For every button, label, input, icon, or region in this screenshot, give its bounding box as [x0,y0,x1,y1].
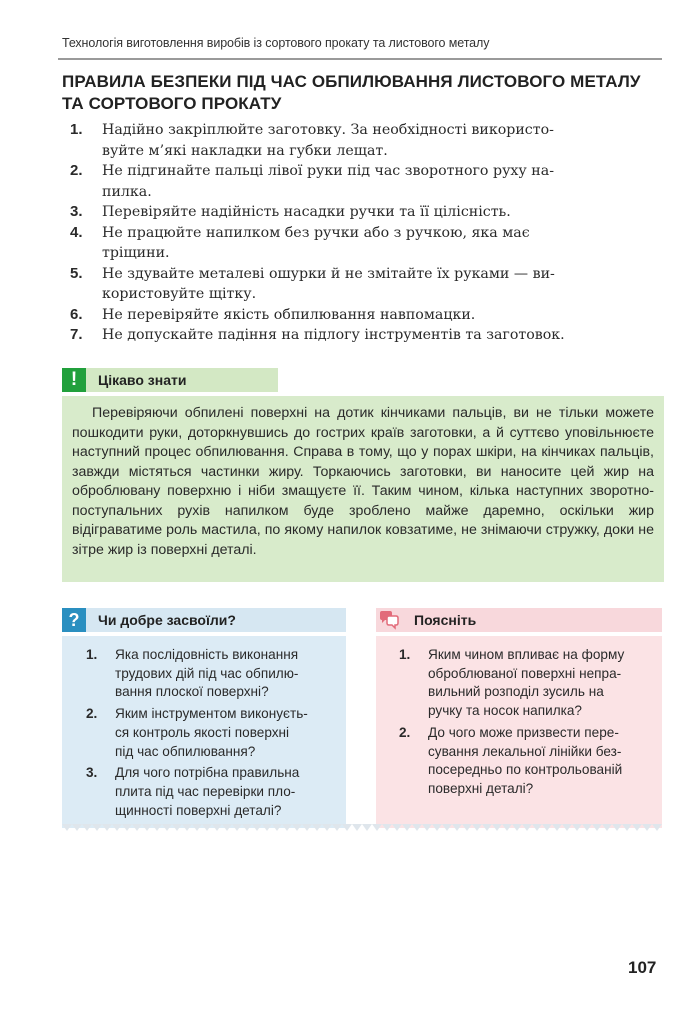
rule-item [62,305,617,326]
explain-list [399,646,655,799]
questions-list [86,646,336,820]
explain-line: поверхні деталі? [428,780,534,796]
section-title: ПРАВИЛА БЕЗПЕКИ ПІД ЧАС ОБПИЛЮВАННЯ ЛИСТОВОГО МЕТАЛУ ТА СОРТОВОГО ПРОКАТУ [62,72,641,113]
question-line: щинності поверхні деталі? [115,802,282,818]
question-number: 2. [86,706,98,722]
rule-line: пилка. [102,183,152,200]
rule-number: 3. [70,203,83,220]
explain-line: сування лекальної лінійки без- [428,743,622,759]
rule-item [62,264,617,305]
rule-line: тріщини. [102,245,170,261]
rule-line: вуйте м’які накладки на губки лещат. [102,142,388,159]
rule-line: Не працюйте напилком без ручки або з ручкою, яка має [102,224,530,241]
explain-line: посередньо по контрольованій [428,762,623,778]
question-item [86,646,336,702]
rule-item [62,120,617,161]
interesting-text: Перевіряючи обпилені поверхні на дотик кінчиками пальців, ви не тільки можете пошкодити руки, доторкнувшись до гострих країв заготовки, а й суттєво уповільнюєте наступний процес обпилювання. Справа в тому, що у порах шкіри, на кінчиках пальців, завжди містяться частинки жиру. Торкаючись заготовки, ви наносите цей жир на оброблювану поверхню і ніби змащуєте її. Таким чином, кілька наступних зворотно-поступальних рухів напилком буде зроблено майже даремно, оскільки жир відіграватиме роль мастила, по якому напилок ковзатиме, не знімаючи стружку, доки не зітре жир із поверхні деталі. [72,405,654,558]
rule-item [62,325,617,346]
speech-bubbles-icon [378,610,400,630]
explain-item [399,646,655,721]
question-line: Яка послідовність виконання [115,647,299,662]
rule-number: 4. [70,223,83,241]
rule-item [62,202,617,223]
interesting-header [62,368,278,392]
rule-number: 5. [70,264,83,282]
question-line: плита під час перевірки пло- [115,783,296,799]
question-item [86,705,336,761]
explain-number: 1. [399,647,411,662]
question-line: Яким інструментом виконуєть- [115,706,308,722]
question-line: вання плоскої поверхні? [115,684,269,700]
rule-line: Надійно закріплюйте заготовку. За необхідності використо- [102,122,554,138]
zigzag-border [62,824,662,832]
rule-line: Не перевіряйте якість обпилювання навпомацки. [102,306,476,323]
question-line: Для чого потрібна правильна [115,765,300,781]
explain-line: До чого може призвести пере- [428,724,619,740]
question-number: 3. [86,765,98,781]
explain-item [399,724,655,799]
explain-line: ручку та носок напилка? [428,703,582,719]
question-item [86,764,336,820]
page-number: 107 [628,958,657,977]
questions-header [62,608,346,632]
exclamation-icon: ! [62,368,86,392]
rule-line: користовуйте щітку. [102,286,257,302]
questions-title: Чи добре засвоїли? [98,612,236,628]
explain-line: оброблюваної поверхні непра- [428,665,622,681]
rule-number: 1. [70,121,83,138]
explain-line: вильний розподіл зусиль на [428,684,604,700]
rule-line: Перевіряйте надійність насадки ручки та її цілісність. [102,204,511,220]
rule-line: Не підгинайте пальці лівої руки під час зворотного руху на- [102,163,554,179]
header-rule [58,58,662,60]
explain-header [376,608,662,632]
safety-rules-list [62,120,617,346]
interesting-title: Цікаво знати [98,372,187,388]
explain-number: 2. [399,724,411,740]
question-number: 1. [86,647,98,662]
rule-line: Не здувайте металеві ошурки й не змітайте їх руками — ви- [102,265,555,282]
rule-item [62,223,617,264]
rule-number: 7. [70,326,83,343]
running-head: Технологія виготовлення виробів із сортового прокату та листового металу [62,36,490,50]
question-line: ся контроль якості поверхні [115,724,290,740]
rule-number: 6. [70,305,83,323]
rule-number: 2. [70,162,83,179]
rule-item [62,161,617,202]
explain-title: Поясніть [414,612,477,628]
question-line: під час обпилювання? [115,743,256,759]
rule-line: Не допускайте падіння на підлогу інструментів та заготовок. [102,327,565,343]
explain-line: Яким чином впливає на форму [428,647,625,662]
question-mark-icon: ? [62,608,86,632]
question-line: трудових дій під час обпилю- [115,665,299,681]
